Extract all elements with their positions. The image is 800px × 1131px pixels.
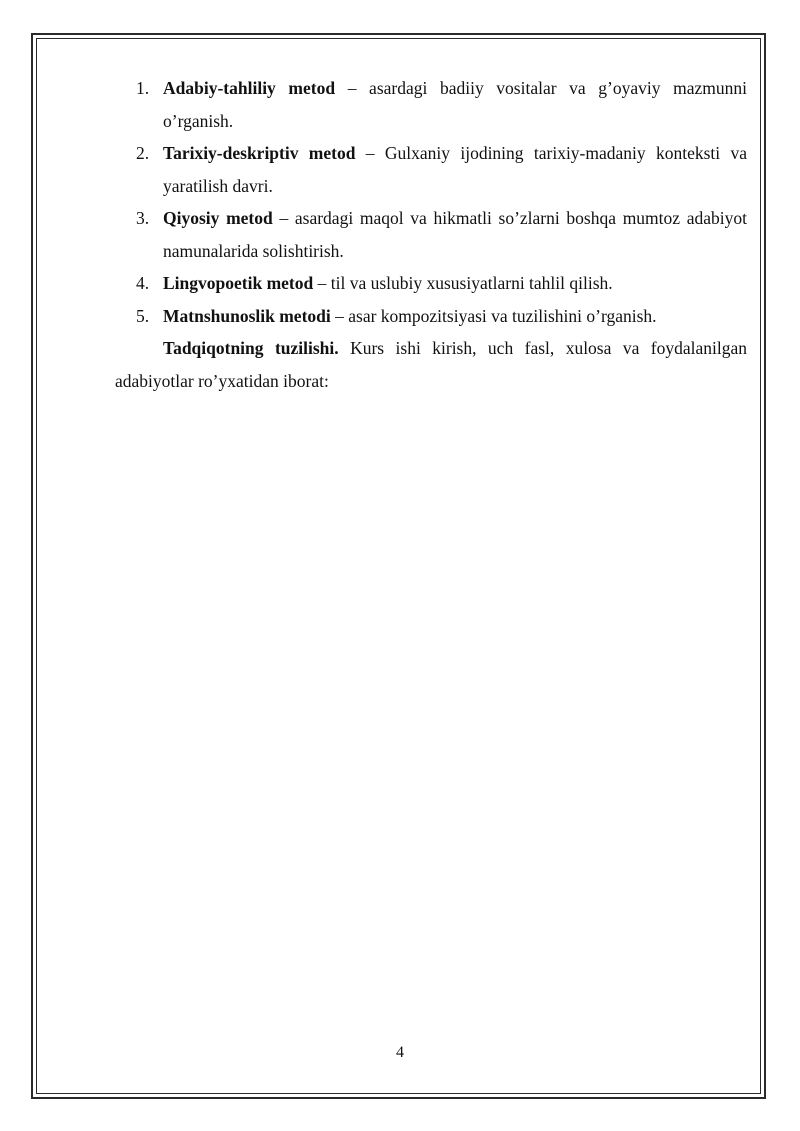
page-number: 4	[396, 1044, 404, 1061]
method-description: – asardagi badiiy vositalar va g’oyaviy mazmunni o’rganish.	[163, 78, 747, 131]
structure-paragraph	[115, 332, 747, 397]
method-term: Tarixiy-deskriptiv metod	[163, 143, 356, 163]
method-term: Qiyosiy metod	[163, 208, 273, 228]
list-number: 3.	[136, 208, 150, 228]
method-description: – asardagi maqol va hikmatli so’zlarni boshqa mumtoz adabiyot namunalarida solishtirish.	[163, 208, 747, 261]
page-content	[115, 72, 747, 397]
list-number: 5.	[136, 305, 150, 326]
method-term: Matnshunoslik metodi	[163, 305, 331, 326]
structure-heading: Tadqiqotning tuzilishi.	[163, 338, 339, 358]
list-item	[115, 267, 747, 300]
list-number: 4.	[136, 273, 150, 293]
list-number: 2.	[136, 143, 150, 163]
method-term: Lingvopoetik metod	[163, 273, 314, 293]
method-term: Adabiy-tahliliy metod	[163, 78, 336, 98]
list-item	[115, 300, 747, 333]
list-item	[115, 137, 747, 202]
list-item	[115, 202, 747, 267]
method-description: – Gulxaniy ijodining tarixiy-madaniy konteksti va yaratilish davri.	[163, 143, 747, 196]
method-description: – til va uslubiy xususiyatlarni tahlil qilish.	[313, 273, 613, 293]
list-number: 1.	[136, 78, 150, 98]
list-item	[115, 72, 747, 137]
structure-text: Kurs ishi kirish, uch fasl, xulosa va foydalanilgan adabiyotlar ro’yxatidan iborat:	[115, 338, 747, 391]
methods-list	[115, 72, 747, 332]
method-description: – asar kompozitsiyasi va tuzilishini o’rganish.	[330, 305, 657, 326]
